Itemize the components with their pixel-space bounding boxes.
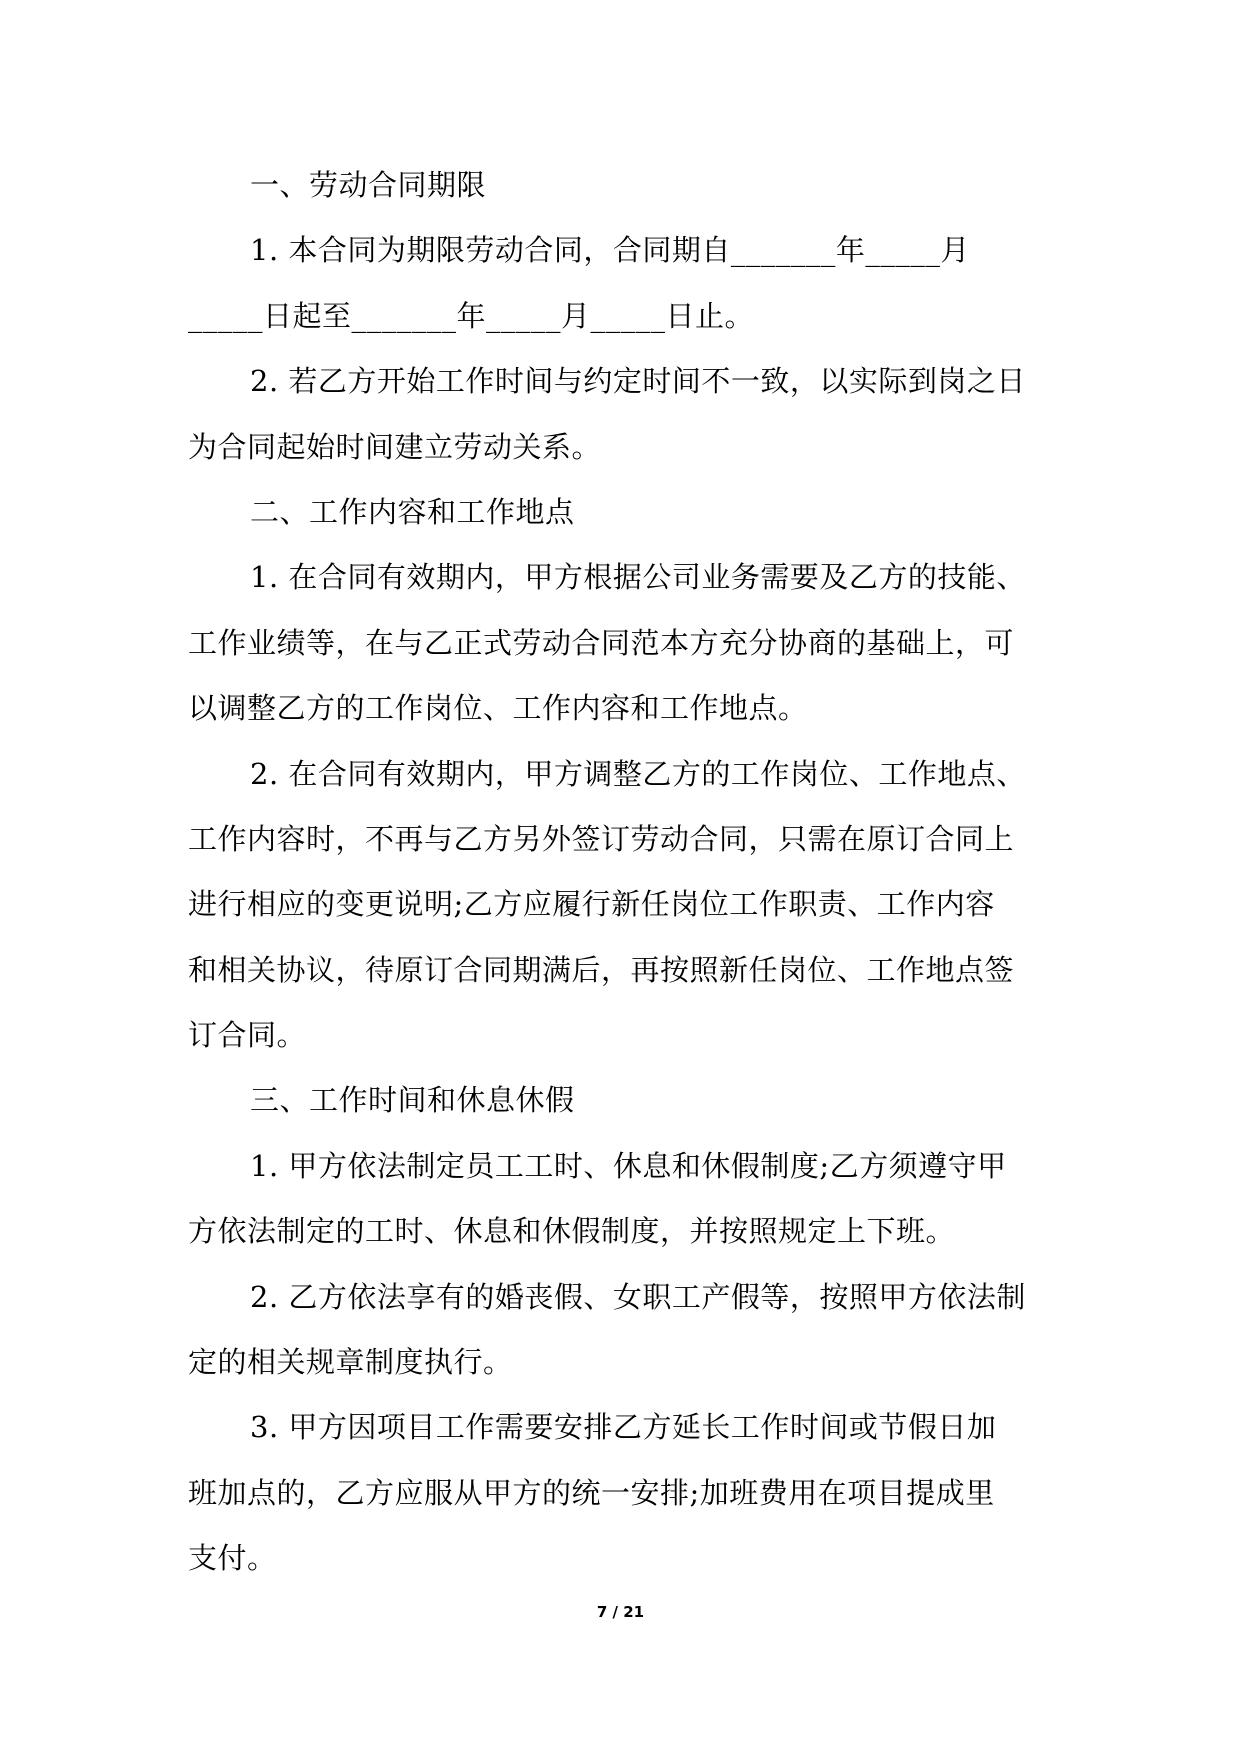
paragraph-line: 3. 甲方因项目工作需要安排乙方延长工作时间或节假日加 bbox=[250, 1410, 997, 1445]
paragraph-line: 和相关协议，待原订合同期满后，再按照新任岗位、工作地点签 bbox=[188, 952, 1015, 987]
page-number: 7 / 21 bbox=[596, 1603, 645, 1621]
paragraph-line: 支付。 bbox=[188, 1541, 277, 1576]
paragraph-line: 工作内容时，不再与乙方另外签订劳动合同，只需在原订合同上 bbox=[188, 821, 1015, 856]
paragraph-line: 方依法制定的工时、休息和休假制度，并按照规定上下班。 bbox=[188, 1214, 956, 1249]
paragraph-line: 2. 在合同有效期内，甲方调整乙方的工作岗位、工作地点、 bbox=[250, 756, 1026, 791]
paragraph-line: 工作业绩等，在与乙正式劳动合同范本方充分协商的基础上，可 bbox=[188, 625, 1015, 660]
section-heading: 三、工作时间和休息休假 bbox=[250, 1083, 575, 1118]
paragraph-line: 班加点的，乙方应服从甲方的统一安排;加班费用在项目提成里 bbox=[188, 1475, 995, 1510]
document-body bbox=[188, 153, 1056, 1592]
paragraph-line: 1. 甲方依法制定员工工时、休息和休假制度;乙方须遵守甲 bbox=[250, 1148, 1007, 1183]
paragraph-line: 订合同。 bbox=[188, 1018, 307, 1053]
section-heading: 二、工作内容和工作地点 bbox=[250, 494, 575, 529]
paragraph-line: 1. 本合同为期限劳动合同，合同期自_______年_____月 bbox=[250, 233, 970, 268]
paragraph-line: 进行相应的变更说明;乙方应履行新任岗位工作职责、工作内容 bbox=[188, 887, 995, 922]
section-heading: 一、劳动合同期限 bbox=[250, 168, 487, 202]
paragraph-line: _____日起至_______年_____月_____日止。 bbox=[188, 298, 755, 333]
paragraph-line: 以调整乙方的工作岗位、工作内容和工作地点。 bbox=[188, 691, 808, 726]
paragraph-line: 2. 若乙方开始工作时间与约定时间不一致，以实际到岗之日 bbox=[250, 364, 1026, 399]
paragraph-line: 2. 乙方依法享有的婚丧假、女职工产假等，按照甲方依法制 bbox=[250, 1279, 1026, 1314]
paragraph-line: 1. 在合同有效期内，甲方根据公司业务需要及乙方的技能、 bbox=[250, 560, 1026, 595]
paragraph-line: 为合同起始时间建立劳动关系。 bbox=[188, 429, 602, 464]
paragraph-line: 定的相关规章制度执行。 bbox=[188, 1345, 513, 1380]
